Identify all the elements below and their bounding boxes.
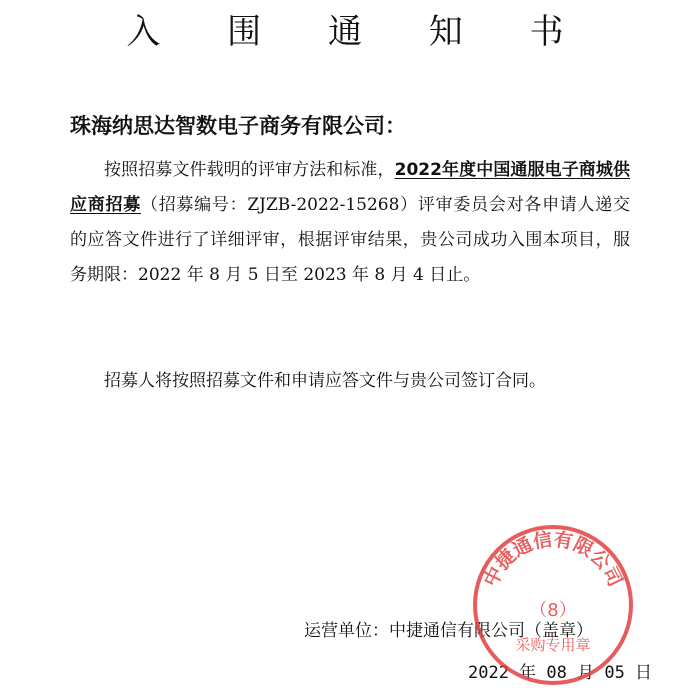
project-name: 2022年度中国通服电子商城供应商招募	[70, 160, 630, 215]
recipient-name: 珠海纳思达智数电子商务有限公司：	[70, 114, 406, 138]
seal-bottom-text: 采购专用章	[515, 636, 591, 654]
issue-date: 2022 年 08 月 05 日	[468, 663, 653, 683]
body-paragraph-1	[70, 153, 630, 293]
paragraph-body: 评审委员会对各申请人递交的应答文件进行了详细评审，根据评审结果，贵公司成功入围本项目，服务期限：2022 年 8 月 5 日至 2023 年 8 月 4 日止。	[70, 195, 631, 285]
seal-number: （8）	[529, 600, 577, 621]
paragraph-intro: 按照招募文件载明的评审方法和标准，	[104, 160, 395, 180]
seal-arc-text: 中捷通信有限公司	[479, 528, 627, 591]
issuer-line: 运营单位：中捷通信有限公司（盖章）	[304, 621, 593, 641]
body-paragraph-2: 招募人将按照招募文件和申请应答文件与贵公司签订合同。	[104, 371, 546, 391]
project-code: （招募编号：ZJZB-2022-15268）	[140, 195, 418, 215]
page-title: 入 围 通 知 书	[126, 12, 592, 52]
